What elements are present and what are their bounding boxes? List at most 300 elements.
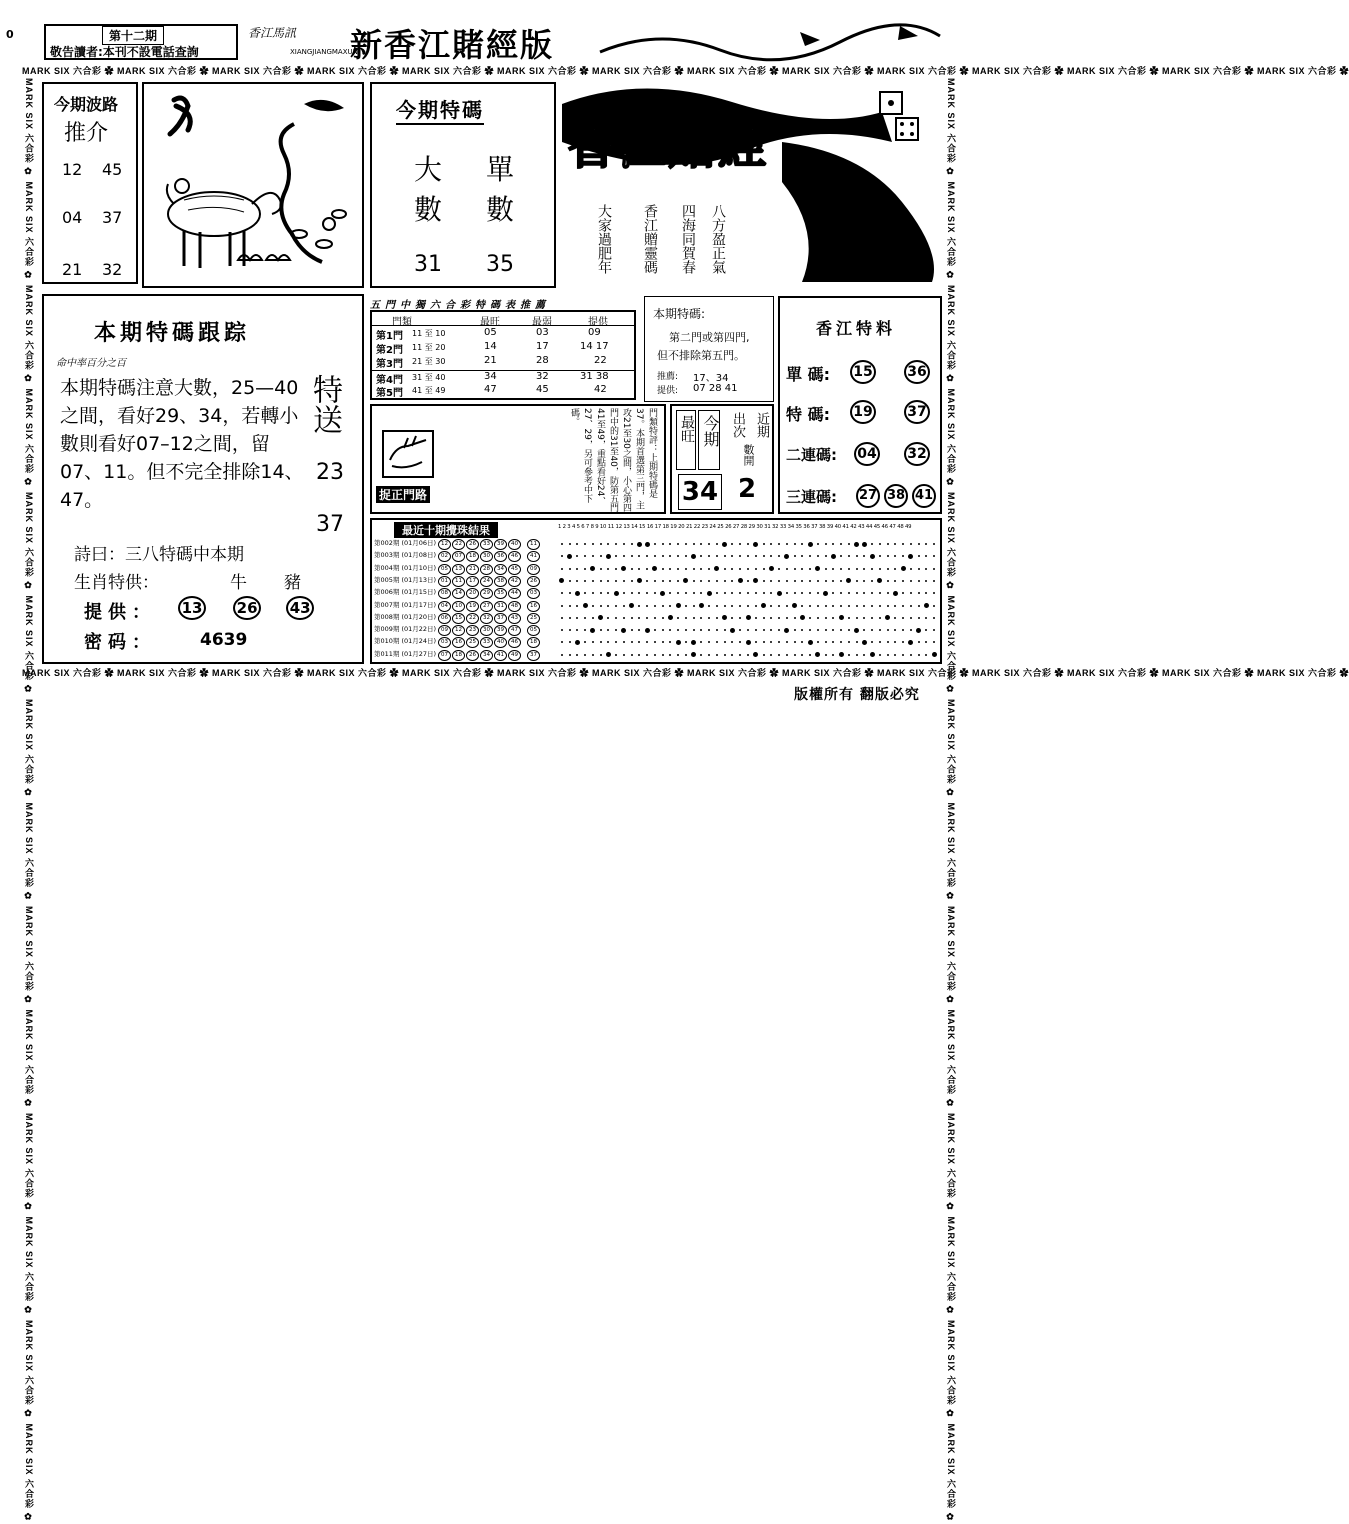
results-ball: 07 (452, 551, 465, 562)
wave-recommend-box (42, 82, 138, 284)
results-issue: 第006期 (01月15日) (374, 588, 437, 597)
grid-dot (902, 592, 904, 594)
grid-dot (700, 654, 702, 656)
gate-cell: 34 (484, 371, 497, 382)
grid-dot (933, 543, 935, 545)
grid-hit-dot (621, 566, 626, 571)
grid-dot (739, 617, 741, 619)
results-issue: 第005期 (01月13日) (374, 575, 437, 584)
grid-dot (871, 592, 873, 594)
results-ball: 01 (438, 576, 451, 587)
grid-dot (607, 580, 609, 582)
grid-dot (863, 555, 865, 557)
grid-hit-dot (839, 652, 844, 657)
results-issue: 第007期 (01月17日) (374, 600, 437, 609)
grid-dot (770, 543, 772, 545)
grid-dot (871, 543, 873, 545)
grid-dot (685, 617, 687, 619)
grid-dot (918, 654, 920, 656)
grid-dot (887, 543, 889, 545)
grid-dot (592, 605, 594, 607)
grid-dot (700, 568, 702, 570)
grid-hit-dot (606, 652, 611, 657)
grid-dot (569, 568, 571, 570)
grid-dot (716, 580, 718, 582)
grid-dot (825, 617, 827, 619)
results-ball: 20 (466, 588, 479, 599)
grid-dot (879, 555, 881, 557)
grid-dot (801, 605, 803, 607)
results-ball: 22 (452, 539, 465, 550)
grid-dot (887, 580, 889, 582)
wave-num: 04 (62, 208, 83, 227)
grid-dot (933, 641, 935, 643)
grid-dot (669, 629, 671, 631)
grid-dot (600, 543, 602, 545)
grid-hit-dot (691, 640, 696, 645)
grid-dot (669, 580, 671, 582)
grid-dot (910, 629, 912, 631)
hot-a (676, 410, 696, 470)
grid-dot (794, 654, 796, 656)
grid-hit-dot (668, 615, 673, 620)
xjtl-ball: 27 (856, 484, 880, 508)
grid-dot (871, 580, 873, 582)
grid-dot (623, 543, 625, 545)
grid-dot (685, 592, 687, 594)
grid-dot (801, 568, 803, 570)
supply-ball: 26 (233, 596, 261, 620)
grid-dot (894, 629, 896, 631)
grid-dot (825, 568, 827, 570)
grid-dot (840, 605, 842, 607)
grid-dot (763, 641, 765, 643)
special-title: 今期特碼 (396, 94, 484, 125)
grid-dot (662, 605, 664, 607)
grid-hit-dot (854, 628, 859, 633)
grid-hit-dot (932, 652, 937, 657)
grid-dot (778, 555, 780, 557)
grid-dot (794, 629, 796, 631)
grid-dot (887, 592, 889, 594)
grid-dot (693, 568, 695, 570)
gate-row (372, 384, 634, 398)
grid-dot (700, 641, 702, 643)
grid-dot (677, 555, 679, 557)
grid-hit-dot (683, 578, 688, 583)
grid-dot (910, 605, 912, 607)
grid-hit-dot (753, 652, 758, 657)
results-ball: 39 (494, 539, 507, 550)
issue-box (44, 24, 238, 60)
grid-dot (693, 605, 695, 607)
grid-hit-dot (746, 615, 751, 620)
grid-dot (700, 617, 702, 619)
grid-dot (848, 555, 850, 557)
grid-dot (600, 580, 602, 582)
tracking-box (42, 294, 364, 664)
grid-dot (576, 605, 578, 607)
gate-cell: 11 至 20 (412, 343, 446, 352)
grid-hit-dot (800, 615, 805, 620)
gate-cell: 31 至 40 (412, 373, 446, 382)
gate-header: 提供 (588, 317, 608, 328)
hot-b (698, 410, 720, 470)
grid-dot (856, 654, 858, 656)
grid-dot (856, 641, 858, 643)
grid-dot (825, 580, 827, 582)
gate-cell: 17 (536, 341, 549, 352)
grid-hit-dot (808, 640, 813, 645)
gate-header: 門類 (392, 317, 412, 328)
grid-dot (786, 592, 788, 594)
results-ball: 07 (438, 650, 451, 661)
grid-dot (933, 592, 935, 594)
results-ball: 40 (508, 539, 521, 550)
grid-dot (708, 568, 710, 570)
grid-dot (708, 629, 710, 631)
xjtl-ball: 38 (884, 484, 908, 508)
grid-dot (592, 592, 594, 594)
grid-dot (894, 580, 896, 582)
grid-dot (561, 605, 563, 607)
grid-dot (856, 617, 858, 619)
grid-dot (716, 629, 718, 631)
gate-cell: 21 至 30 (412, 357, 446, 366)
grid-dot (607, 617, 609, 619)
grid-dot (933, 617, 935, 619)
zodiac-value: 牛 (230, 573, 247, 593)
grid-dot (677, 617, 679, 619)
grid-dot (561, 543, 563, 545)
grid-hit-dot (637, 578, 642, 583)
grid-hit-dot (823, 591, 828, 596)
grid-hit-dot (901, 566, 906, 571)
grid-dot (747, 629, 749, 631)
grid-dot (817, 555, 819, 557)
grid-dot (848, 605, 850, 607)
send-label: 特送 (307, 374, 342, 434)
grid-dot (902, 641, 904, 643)
grid-dot (584, 617, 586, 619)
grid-dot (848, 568, 850, 570)
gate-tip-line: 但不排除第五門。 (657, 349, 745, 362)
grid-dot (856, 555, 858, 557)
grid-dot (848, 617, 850, 619)
grid-dot (794, 580, 796, 582)
special-odd: 單 數 (486, 153, 515, 226)
grid-dot (716, 654, 718, 656)
grid-dot (794, 641, 796, 643)
grid-dot (592, 580, 594, 582)
gate-tip-rec: 17、34 (693, 373, 729, 384)
grid-dot (747, 555, 749, 557)
grid-dot (763, 555, 765, 557)
grid-dot (848, 654, 850, 656)
gate-cell: 42 (594, 384, 607, 395)
grid-dot (646, 568, 648, 570)
grid-hit-dot (877, 578, 882, 583)
grid-dot (731, 654, 733, 656)
grid-dot (817, 605, 819, 607)
grid-dot (770, 617, 772, 619)
results-row (374, 624, 541, 636)
results-issue: 第008期 (01月20日) (374, 612, 437, 621)
grid-dot (856, 568, 858, 570)
grid-dot (638, 605, 640, 607)
grid-dot (832, 629, 834, 631)
gate-cell: 第4門 (376, 375, 403, 386)
grid-dot (809, 617, 811, 619)
gate-tip-line: 第二門或第四門, (669, 331, 750, 344)
grid-dot (724, 605, 726, 607)
grid-dot (801, 543, 803, 545)
grid-dot (770, 641, 772, 643)
grid-dot (755, 641, 757, 643)
xjtl-row (786, 482, 942, 512)
grid-dot (592, 543, 594, 545)
results-ball: 10 (452, 601, 465, 612)
grid-hit-dot (924, 603, 929, 608)
riddle-drawing-icon (144, 84, 362, 286)
xiangjiang-special-box (778, 296, 942, 514)
grid-dot (654, 592, 656, 594)
results-special-ball: 03 (527, 588, 540, 599)
grid-dot (825, 605, 827, 607)
grid-dot (925, 555, 927, 557)
grid-dot (677, 543, 679, 545)
grid-dot (887, 555, 889, 557)
grid-hit-dot (815, 566, 820, 571)
grid-dot (871, 605, 873, 607)
results-ball: 18 (452, 650, 465, 661)
grid-dot (724, 641, 726, 643)
results-row (374, 550, 541, 562)
grid-dot (731, 580, 733, 582)
grid-dot (731, 555, 733, 557)
grid-dot (677, 592, 679, 594)
grid-dot (825, 641, 827, 643)
grid-dot (607, 543, 609, 545)
special-number: 31 (414, 252, 442, 277)
grid-dot (669, 654, 671, 656)
results-ball: 47 (508, 625, 521, 636)
gate-cell: 28 (536, 355, 549, 366)
grid-dot (778, 543, 780, 545)
results-ball: 34 (480, 650, 493, 661)
results-special-ball: 18 (527, 637, 540, 648)
grid-dot (716, 592, 718, 594)
results-special-ball: 16 (527, 601, 540, 612)
grid-dot (933, 580, 935, 582)
grid-dot (925, 629, 927, 631)
grid-dot (887, 654, 889, 656)
grid-dot (786, 641, 788, 643)
grid-dot (763, 629, 765, 631)
gate-cell: 41 至 49 (412, 386, 446, 395)
gate-cell: 32 (536, 371, 549, 382)
grid-hit-dot (590, 628, 595, 633)
results-ball: 21 (466, 564, 479, 575)
results-ball: 40 (494, 637, 507, 648)
results-issue: 第004期 (01月10日) (374, 563, 437, 572)
grid-dot (623, 555, 625, 557)
grid-dot (879, 543, 881, 545)
grid-dot (654, 629, 656, 631)
grid-hit-dot (676, 640, 681, 645)
grid-hit-dot (854, 542, 859, 547)
results-ball: 33 (480, 637, 493, 648)
results-row (374, 575, 541, 587)
poem-line: 詩曰：三八特碼中本期 (74, 545, 244, 565)
grid-dot (778, 629, 780, 631)
results-box (370, 518, 942, 664)
grid-dot (755, 592, 757, 594)
results-ball: 36 (494, 551, 507, 562)
results-ball: 43 (508, 613, 521, 624)
grid-dot (700, 629, 702, 631)
results-ball: 45 (508, 564, 521, 575)
grid-dot (918, 605, 920, 607)
hot-value: 2 (738, 474, 757, 504)
grid-dot (600, 629, 602, 631)
grid-dot (902, 605, 904, 607)
grid-hit-dot (784, 554, 789, 559)
grid-hit-dot (559, 578, 564, 583)
grid-dot (879, 641, 881, 643)
grid-dot (584, 629, 586, 631)
xjtl-row (786, 440, 936, 470)
grid-dot (918, 568, 920, 570)
grid-hit-dot (862, 640, 867, 645)
grid-dot (631, 641, 633, 643)
grid-dot (770, 605, 772, 607)
slogan: 香江贈靈碼 (642, 204, 658, 274)
grid-dot (778, 641, 780, 643)
grid-hit-dot (746, 640, 751, 645)
corner-number: 0 (6, 28, 14, 41)
results-ball: 17 (466, 576, 479, 587)
grid-dot (685, 641, 687, 643)
grid-dot (848, 641, 850, 643)
results-issue: 第003期 (01月08日) (374, 551, 437, 560)
grid-dot (755, 605, 757, 607)
grid-dot (902, 555, 904, 557)
grid-dot (561, 617, 563, 619)
grid-dot (894, 555, 896, 557)
grid-dot (739, 568, 741, 570)
grid-hit-dot (908, 554, 913, 559)
grid-dot (918, 555, 920, 557)
grid-dot (731, 543, 733, 545)
results-ball: 05 (438, 564, 451, 575)
grid-dot (809, 580, 811, 582)
wave-num: 21 (62, 260, 83, 279)
results-ball: 06 (438, 613, 451, 624)
results-grid (558, 538, 940, 662)
tracking-body: 本期特碼注意大數，25—40之間，看好29、34，若轉小數則看好07–12之間，留07、11。但不完全排除14、47。 (60, 377, 304, 511)
results-ball: 13 (452, 564, 465, 575)
results-ball: 33 (480, 539, 493, 550)
hot-c-label: 出次 (730, 412, 745, 438)
grid-dot (809, 629, 811, 631)
grid-dot (607, 629, 609, 631)
grid-dot (840, 580, 842, 582)
grid-hit-dot (792, 603, 797, 608)
grid-dot (631, 543, 633, 545)
grid-dot (801, 641, 803, 643)
grid-dot (763, 568, 765, 570)
grid-dot (817, 543, 819, 545)
results-special-ball: 05 (527, 625, 540, 636)
grid-dot (918, 617, 920, 619)
results-ball: 31 (494, 601, 507, 612)
grid-dot (662, 555, 664, 557)
grid-hit-dot (614, 591, 619, 596)
grid-dot (569, 654, 571, 656)
grid-dot (801, 629, 803, 631)
grid-dot (918, 592, 920, 594)
special-number: 35 (486, 252, 514, 277)
grid-hit-dot (652, 566, 657, 571)
grid-dot (662, 629, 664, 631)
grid-hit-dot (870, 554, 875, 559)
grid-hit-dot (691, 652, 696, 657)
grid-dot (708, 580, 710, 582)
gate-row (372, 341, 634, 355)
grid-dot (747, 580, 749, 582)
grid-hit-dot (769, 566, 774, 571)
grid-dot (786, 580, 788, 582)
grid-dot (763, 592, 765, 594)
grid-dot (716, 617, 718, 619)
grid-dot (724, 629, 726, 631)
zhengmen-caption: 捉正門路 (376, 486, 430, 503)
grid-dot (918, 543, 920, 545)
grid-dot (600, 641, 602, 643)
grid-hit-dot (870, 652, 875, 657)
gate-cell: 第2門 (376, 345, 403, 356)
grid-dot (646, 617, 648, 619)
gate-cell: 11 至 10 (412, 329, 446, 338)
results-number-header: 1 2 3 4 5 6 7 8 9 10 11 12 13 14 15 16 17 18 19 20 21 22 23 24 25 26 27 28 29 30 31 32 33 34 35 36 37 38 39 40 41 42 43 44 45 46 47 48 49 (558, 524, 912, 530)
wave-num: 37 (102, 208, 123, 227)
results-ball: 25 (466, 637, 479, 648)
grid-dot (840, 543, 842, 545)
grid-dot (739, 555, 741, 557)
grid-dot (569, 580, 571, 582)
grid-dot (646, 641, 648, 643)
grid-dot (592, 617, 594, 619)
grid-dot (809, 592, 811, 594)
grid-dot (747, 592, 749, 594)
grid-hit-dot (777, 591, 782, 596)
grid-dot (576, 580, 578, 582)
grid-dot (638, 641, 640, 643)
grid-hit-dot (730, 628, 735, 633)
grid-dot (623, 617, 625, 619)
grid-dot (825, 629, 827, 631)
grid-dot (561, 641, 563, 643)
results-ball: 49 (508, 650, 521, 661)
grid-dot (561, 654, 563, 656)
grid-dot (794, 568, 796, 570)
riddle-picture (142, 82, 364, 288)
results-ball: 30 (480, 625, 493, 636)
grid-dot (592, 641, 594, 643)
grid-dot (894, 605, 896, 607)
grid-dot (879, 617, 881, 619)
